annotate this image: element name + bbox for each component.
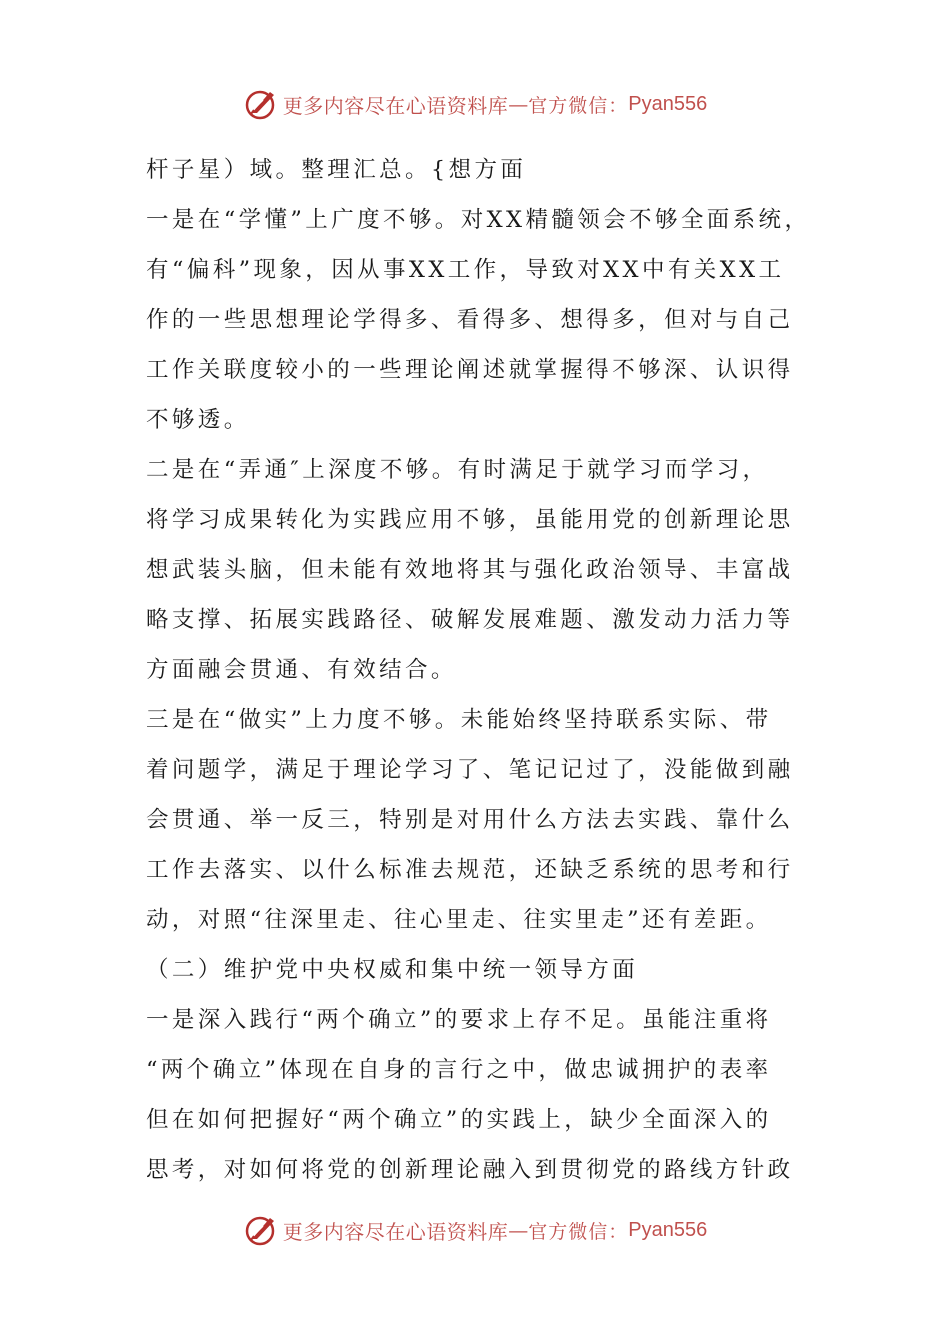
text-line: 工作关联度较小的一些理论阐述就掌握得不够深、认识得 [146,357,794,383]
text-line: 有“偏科”现象，因从事XX工作，导致对XX中有关XX工 [146,257,785,283]
text-line: 杆子星）域。整理汇总。{想方面 [146,157,527,183]
quill-logo-icon [243,86,279,122]
watermark-wechat-id: Pyan556 [628,92,708,115]
watermark-wechat-label: 官方微信： [528,1220,629,1243]
text-line: 着问题学，满足于理论学习了、笔记记过了，没能做到融 [146,757,794,783]
text-line: “两个确立”体现在自身的言行之中，做忠诚拥护的表率 [146,1057,772,1083]
section-heading: （二）维护党中央权威和集中统一领导方面 [146,957,639,983]
footer-watermark [0,1206,950,1254]
text-line: 将学习成果转化为实践应用不够，虽能用党的创新理论思 [146,507,794,533]
text-line: 想武装头脑，但未能有效地将其与强化政治领导、丰富战 [146,557,794,583]
text-line: 思考，对如何将党的创新理论融入到贯彻党的路线方针政 [146,1157,794,1183]
document-body [146,145,816,1195]
text-line: 略支撑、拓展实践路径、破解发展难题、激发动力活力等 [146,607,794,633]
text-line: 一是在“学懂”上广度不够。对XX精髓领会不够全面系统， [146,207,811,233]
text-line: 二是在“弄通″上深度不够。有时满足于就学习而学习， [146,457,769,483]
text-line: 工作去落实、以什么标准去规范，还缺乏系统的思考和行 [146,857,794,883]
text-line: 不够透。 [146,407,250,433]
text-line: 会贯通、举一反三，特别是对用什么方法去实践、靠什么 [146,807,794,833]
header-watermark [0,80,950,128]
text-line: 三是在“做实”上力度不够。未能始终坚持联系实际、带 [146,707,772,733]
text-line: 但在如何把握好“两个确立”的实践上，缺少全面深入的 [146,1107,772,1133]
watermark-dash: — [508,1218,529,1242]
text-line: 作的一些思想理论学得多、看得多、想得多，但对与自己 [146,307,794,333]
text-line: 方面融会贯通、有效结合。 [146,657,457,683]
watermark-wechat-id: Pyan556 [628,1218,708,1241]
quill-logo-icon [243,1212,279,1248]
watermark-text: 更多内容尽在心语资料库 [282,1219,509,1244]
watermark-dash: — [508,92,529,116]
watermark-wechat-label: 官方微信： [528,94,629,117]
watermark-text: 更多内容尽在心语资料库 [282,93,509,118]
text-line: 动，对照“往深里走、往心里走、往实里走”还有差距。 [146,907,772,933]
text-line: 一是深入践行“两个确立”的要求上存不足。虽能注重将 [146,1007,772,1033]
